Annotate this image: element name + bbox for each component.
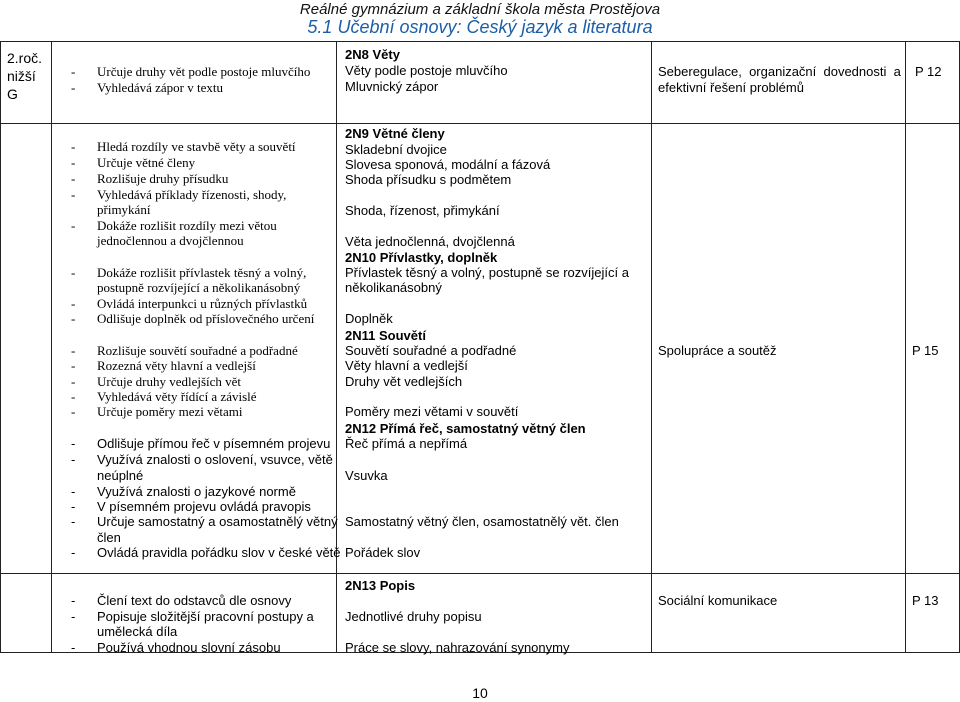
content-line: Práce se slovy, nahrazování synonymy <box>345 640 570 655</box>
content-line: několikanásobný <box>345 280 442 295</box>
topic-heading: 2N10 Přívlastky, doplněk <box>345 250 498 265</box>
topic-heading: 2N13 Popis <box>345 578 416 593</box>
cross-curricular-theme: Spolupráce a soutěž <box>658 343 777 358</box>
content-line: Jednotlivé druhy popisu <box>345 609 482 624</box>
grade-label: 2.roč. <box>7 50 43 66</box>
table-rule <box>0 123 960 124</box>
cross-curricular-theme: efektivní řešení problémů <box>658 80 804 95</box>
content-line: Věta jednočlenná, dvojčlenná <box>345 234 515 249</box>
subject-code: P 15 <box>912 343 939 358</box>
list-item-continuation: neúplné <box>97 468 144 483</box>
cross-curricular-theme: Seberegulace, organizační dovednosti a <box>658 64 901 79</box>
page-number: 10 <box>472 685 488 701</box>
content-line: Pořádek slov <box>345 545 421 560</box>
topic-heading: 2N9 Větné členy <box>345 126 445 141</box>
content-line: Doplněk <box>345 311 393 326</box>
content-line: Druhy vět vedlejších <box>345 374 463 389</box>
content-line: Přívlastek těsný a volný, postupně se rozvíjející a <box>345 265 629 280</box>
school-name: Reálné gymnázium a základní škola města Prostějova <box>299 1 661 18</box>
list-item-continuation: člen <box>97 530 121 545</box>
topic-heading: 2N8 Věty <box>345 47 400 62</box>
content-line: Souvětí souřadné a podřadné <box>345 343 517 358</box>
content-line: Věty hlavní a vedlejší <box>345 358 468 373</box>
content-line: Samostatný větný člen, osamostatnělý vět. člen <box>345 514 619 529</box>
document-title: 5.1 Učební osnovy: Český jazyk a literatura <box>307 17 653 37</box>
list-item-continuation: postupně rozvíjející a několikanásobný <box>97 280 301 295</box>
grade-label: nižší <box>7 68 36 84</box>
cross-curricular-theme: Sociální komunikace <box>658 593 778 608</box>
subject-code: P 13 <box>912 593 939 608</box>
content-line: Věty podle postoje mluvčího <box>345 63 508 78</box>
content-line: Skladební dvojice <box>345 142 447 157</box>
table-rule <box>651 41 652 653</box>
content-line: Poměry mezi větami v souvětí <box>345 404 519 419</box>
list-item-continuation: přimykání <box>97 202 151 217</box>
content-line: Mluvnický zápor <box>345 79 439 94</box>
grade-label: G <box>7 86 18 102</box>
content-line: Shoda, řízenost, přimykání <box>345 203 500 218</box>
table-rule <box>0 41 1 653</box>
list-item-continuation: umělecká díla <box>97 624 178 639</box>
table-rule <box>0 41 960 42</box>
table-rule <box>0 573 960 574</box>
topic-heading: 2N11 Souvětí <box>345 328 426 343</box>
table-rule <box>336 41 337 653</box>
content-line: Vsuvka <box>345 468 388 483</box>
table-rule <box>905 41 906 653</box>
content-line: Řeč přímá a nepřímá <box>345 436 468 451</box>
content-line: Slovesa sponová, modální a fázová <box>345 157 551 172</box>
subject-code: P 12 <box>915 64 942 79</box>
list-item-continuation: jednočlennou a dvojčlennou <box>97 233 244 248</box>
content-line: Shoda přísudku s podmětem <box>345 172 512 187</box>
topic-heading: 2N12 Přímá řeč, samostatný větný člen <box>345 421 586 436</box>
table-rule <box>51 41 52 653</box>
